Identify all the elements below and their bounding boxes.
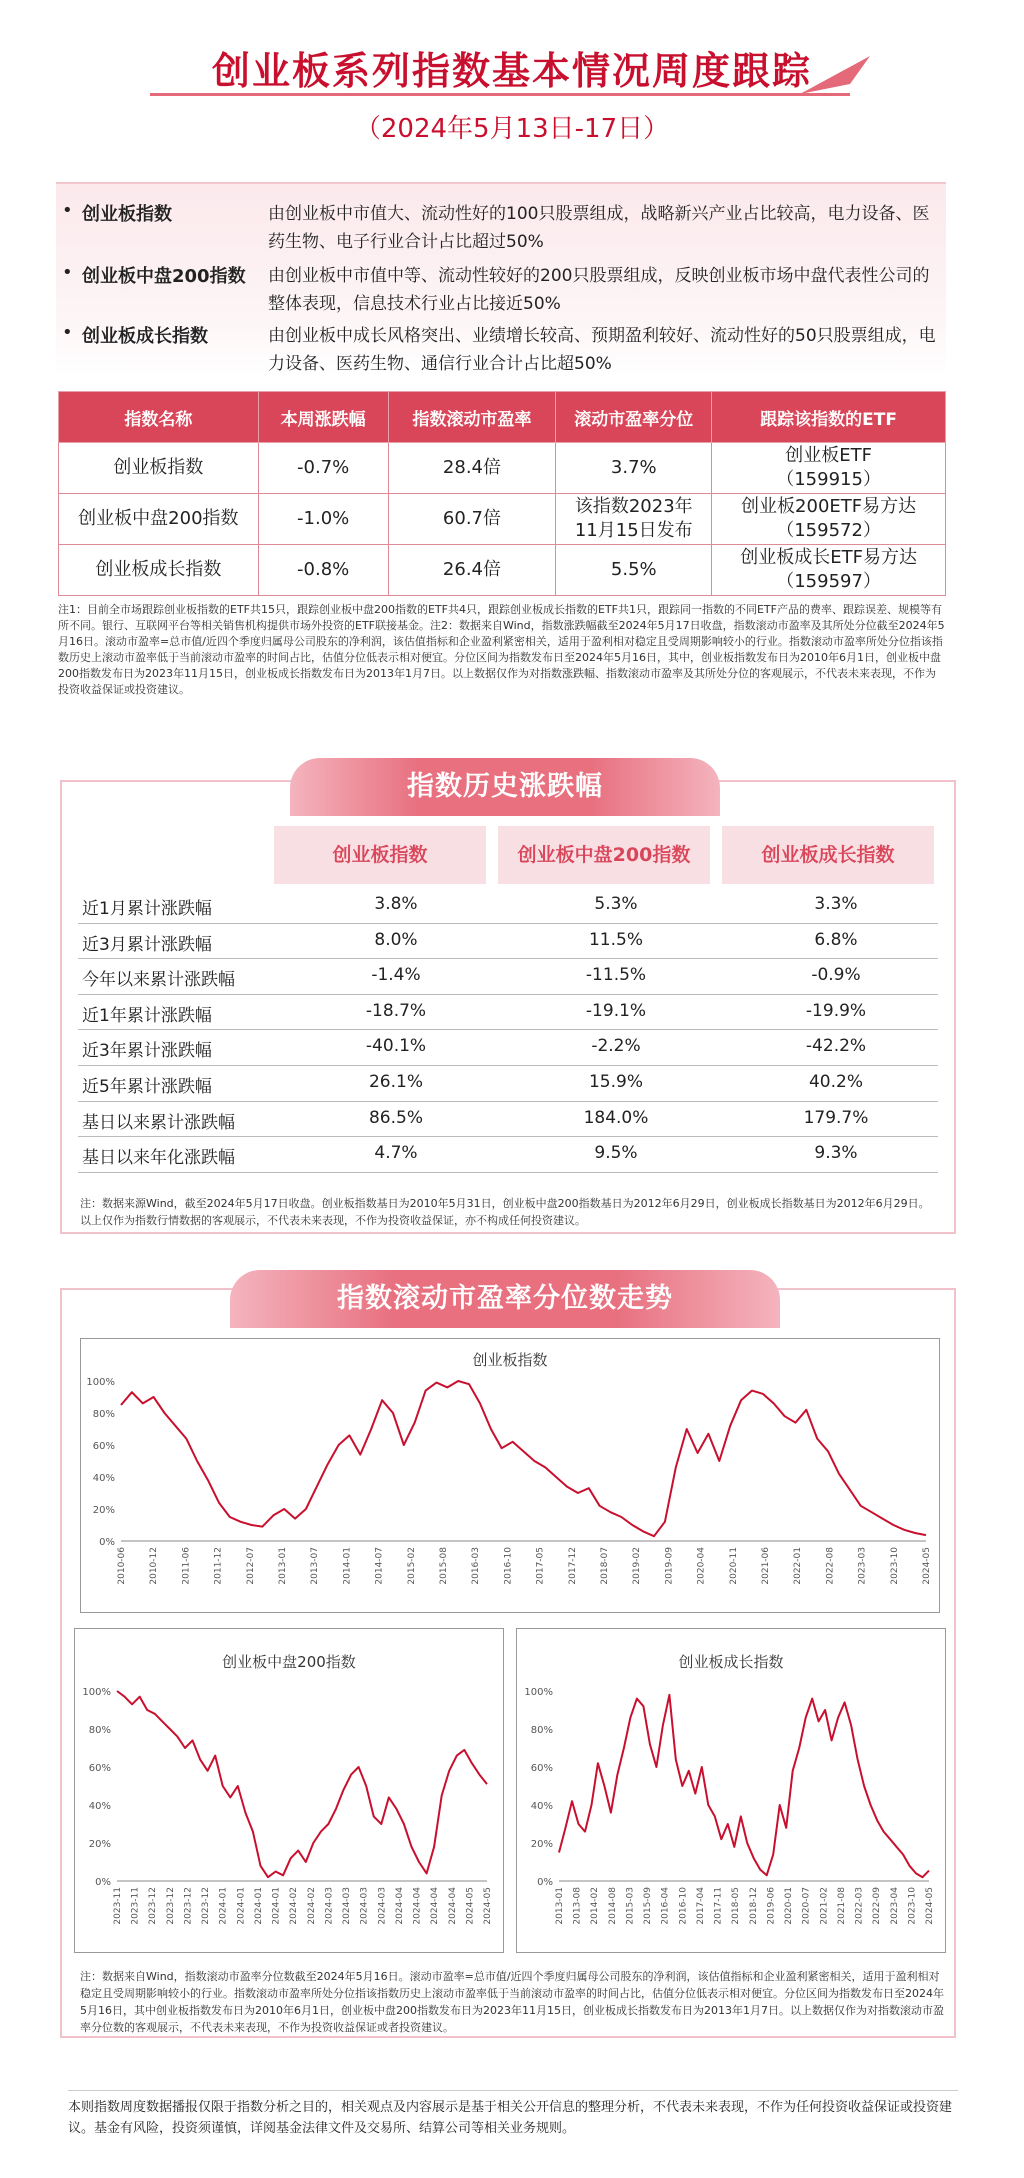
x-tick-label: 2014-01 [342,1547,353,1585]
x-tick-label: 2020-11 [728,1547,739,1585]
history-row [78,995,938,1031]
history-row [78,1066,938,1102]
tracking-etf [712,443,946,494]
row-label: 近1年累计涨跌幅 [82,1005,212,1026]
x-tick-label: 2021-02 [819,1887,830,1925]
value-cyb: 4.7% [374,1143,418,1164]
index-name: 创业板指数 [59,443,259,494]
y-tick-label: 60% [530,1763,553,1774]
weekly-change: -0.7% [258,443,388,494]
y-tick-label: 80% [88,1725,111,1736]
x-tick-label: 2022-01 [793,1547,804,1585]
x-tick-label: 2024-02 [289,1887,300,1925]
chart-cyb-pe-percentile [80,1338,940,1613]
x-tick-label: 2014-07 [374,1547,385,1585]
x-tick-label: 2019-02 [632,1547,643,1585]
x-tick-label: 2023-12 [183,1887,194,1925]
x-tick-label: 2024-05 [465,1887,476,1925]
x-tick-label: 2016-03 [471,1547,482,1585]
row-label: 今年以来累计涨跌幅 [82,970,235,991]
x-tick-label: 2023-10 [907,1887,918,1925]
x-tick-label: 2014-08 [607,1887,618,1925]
value-cyb: -40.1% [365,1036,427,1057]
table-row [59,545,946,596]
row-label: 近3月累计涨跌幅 [82,934,212,955]
history-row [78,924,938,960]
y-tick-label: 80% [92,1409,115,1420]
chart-mid200-pe-percentile [74,1628,504,1953]
x-tick-label: 2016-10 [503,1547,514,1585]
x-tick-label: 2019-06 [766,1887,777,1925]
index-introduction [56,182,946,375]
x-tick-label: 2015-02 [406,1547,417,1585]
chart-title: 创业板指数 [472,1351,548,1369]
chart-title: 创业板成长指数 [678,1653,784,1671]
x-tick-label: 2020-04 [696,1547,707,1585]
y-tick-label: 0% [537,1877,553,1888]
rolling-pe: 28.4倍 [388,443,556,494]
x-tick-label: 2024-05 [483,1887,493,1925]
x-tick-label: 2021-08 [836,1887,847,1925]
history-notes: 注：数据来源Wind，截至2024年5月17日收盘。创业板指数基日为2010年5月31日，创业板中盘200指数基日为2012年6月29日，创业板成长指数基日为2012年6月29日。以上仅作为指数行情数据的客观展示，不代表未来表现，不作为投资收益保证，亦不构成任何投资建议。 [80,1197,930,1227]
value-mid200: -11.5% [585,965,647,986]
y-tick-label: 40% [88,1801,111,1812]
y-tick-label: 40% [92,1473,115,1484]
index-name: 创业板成长指数 [59,545,259,596]
x-tick-label: 2024-02 [306,1887,317,1925]
value-cyb: 3.8% [374,894,418,914]
x-tick-label: 2019-09 [664,1547,675,1585]
x-tick-label: 2010-12 [149,1547,160,1585]
column-header: 创业板中盘200指数 [498,826,710,884]
x-tick-label: 2024-05 [922,1547,932,1585]
x-tick-label: 2011-12 [213,1547,224,1585]
x-tick-label: 2024-01 [236,1887,247,1925]
rolling-pe: 26.4倍 [388,545,556,596]
intro-desc: 由创业板中市值中等、流动性较好的200只股票组成，反映创业板市场中盘代表性公司的整体表现，信息技术行业占比接近50% [268,266,930,314]
title-accent-arrow [800,56,870,96]
page-title: 创业板系列指数基本情况周度跟踪 [211,49,812,93]
summary-header-row [59,392,946,443]
value-mid200: 11.5% [588,929,643,950]
value-growth: -42.2% [805,1036,867,1057]
value-cyb: -1.4% [371,965,421,986]
x-tick-label: 2016-10 [678,1887,689,1925]
column-header: 指数滚动市盈率 [388,392,556,443]
y-tick-label: 60% [88,1763,111,1774]
column-header: 创业板成长指数 [722,826,934,884]
row-label: 近5年累计涨跌幅 [82,1077,212,1097]
tracking-etf [712,545,946,596]
intro-name: 创业板中盘200指数 [82,266,246,287]
intro-name: 创业板成长指数 [82,326,208,347]
weekly-change: -1.0% [258,494,388,545]
rolling-pe: 60.7倍 [388,494,556,545]
row-label: 基日以来累计涨跌幅 [82,1112,235,1133]
x-tick-label: 2015-09 [643,1887,654,1925]
etf-code: （159597） [776,571,881,592]
x-tick-label: 2024-01 [253,1887,264,1925]
x-tick-label: 2010-06 [117,1547,127,1585]
x-tick-label: 2024-01 [271,1887,282,1925]
x-tick-label: 2017-12 [567,1547,578,1585]
etf-name: 创业板ETF [785,445,872,466]
x-tick-label: 2018-12 [748,1887,759,1925]
x-tick-label: 2024-04 [447,1887,458,1925]
x-tick-label: 2023-11 [113,1887,123,1925]
etf-name: 创业板200ETF易方达 [741,496,917,517]
x-tick-label: 2020-07 [801,1887,812,1925]
x-tick-label: 2013-07 [310,1547,321,1585]
history-row [78,1102,938,1138]
title-underline [150,92,850,98]
x-tick-label: 2020-01 [784,1887,795,1925]
intro-desc: 由创业板中市值大、流动性好的100只股票组成，战略新兴产业占比较高，电力设备、医药生物、电子行业合计占比超过50% [268,204,930,252]
x-tick-label: 2013-08 [572,1887,583,1925]
value-cyb: -18.7% [365,1000,427,1021]
value-growth: -0.9% [811,965,861,986]
pe-notes: 注：数据来自Wind，指数滚动市盈率分位数截至2024年5月16日。滚动市盈率=总市值/近四个季度归属母公司股东的净利润，该估值指标和企业盈利紧密相关，适用于盈利相对稳定且受周期影响较小的行业。指数滚动市盈率所处分位指该指数历史上滚动市盈率低于当前滚动市盈率的时间占比，估值分位低表示相对便宜。分位区间为指数发布日至2024年5月16日，其中创业板指数发布日为2010年6月1日，创业板中盘200指数发布日为2023年11月15日，创业板成长指数发布日为2013年1月7日。以上数据仅作为对指数滚动市盈率分位数的客观展示，不代表未来表现，不作为投资收益保证或者投资建议。 [80,1970,944,2034]
x-tick-label: 2023-10 [889,1547,900,1585]
x-tick-label: 2017-05 [535,1547,546,1585]
column-header: 跟踪该指数的ETF [712,392,946,443]
x-tick-label: 2018-05 [731,1887,742,1925]
intro-name: 创业板指数 [82,204,172,225]
series-line [117,1691,487,1877]
value-mid200: -19.1% [585,1000,647,1021]
x-tick-label: 2017-11 [713,1887,724,1925]
x-tick-label: 2023-04 [889,1887,900,1925]
value-growth: 6.8% [814,929,858,950]
history-row [78,1137,938,1173]
x-tick-label: 2018-07 [600,1547,610,1585]
chart-title: 创业板中盘200指数 [222,1653,356,1671]
x-tick-label: 2017-04 [695,1887,706,1925]
x-tick-label: 2024-03 [359,1887,370,1925]
x-tick-label: 2012-07 [245,1547,256,1585]
x-tick-label: 2024-04 [394,1887,405,1925]
value-growth: 40.2% [808,1072,863,1092]
y-tick-label: 60% [92,1441,115,1452]
bullet: • [62,262,73,283]
etf-name: 创业板成长ETF易方达 [740,547,917,568]
x-tick-label: 2024-03 [324,1887,335,1925]
y-tick-label: 100% [524,1687,553,1698]
value-mid200: 5.3% [594,894,638,914]
summary-table [58,391,946,596]
x-tick-label: 2014-02 [590,1887,601,1925]
column-header: 本周涨跌幅 [258,392,388,443]
y-tick-label: 20% [530,1839,553,1850]
value-mid200: 184.0% [583,1107,649,1128]
value-growth: 3.3% [814,894,858,914]
value-cyb: 86.5% [368,1107,423,1128]
value-growth: 179.7% [803,1107,869,1128]
x-tick-label: 2015-08 [439,1547,449,1585]
x-tick-label: 2024-03 [377,1887,388,1925]
x-tick-label: 2024-04 [430,1887,441,1925]
value-cyb: 26.1% [368,1072,423,1092]
etf-code: （159915） [776,469,881,490]
value-growth: -19.9% [805,1000,867,1021]
pe-percentile: 该指数2023年11月15日发布 [556,494,712,545]
row-label: 近3年累计涨跌幅 [82,1041,212,1062]
value-mid200: 15.9% [588,1072,643,1092]
etf-code: （159572） [776,520,881,541]
table-row [59,494,946,545]
value-mid200: 9.5% [594,1143,638,1164]
value-cyb: 8.0% [374,929,418,950]
pe-banner: 指数滚动市盈率分位数走势 [230,1270,780,1328]
history-banner: 指数历史涨跌幅 [290,758,720,816]
history-row [78,888,938,924]
y-tick-label: 100% [86,1377,115,1388]
column-header: 创业板指数 [274,826,486,884]
summary-notes: 注1：目前全市场跟踪创业板指数的ETF共15只，跟踪创业板中盘200指数的ETF共4只，跟踪创业板成长指数的ETF共1只，跟踪同一指数的不同ETF产品的费率、跟踪误差、规模等有所不同。银行、互联网平台等相关销售机构提供市场外投资的ETF联接基金。注2：数据来自Wind，指数涨跌幅截至2024年5月17日收盘，指数滚动市盈率及其所处分位截至2024年5月16日。滚动市盈率=总市值/近四个季度归属母公司股东的净利润，该估值指标和企业盈利紧密相关，适用于盈利相对稳定且受周期影响较小的行业。指数滚动市盈率所处分位指该指数历史上滚动市盈率低于当前滚动市盈率的时间占比，估值分位低表示相对便宜。分位区间为指数发布日至2024年5月16日，其中，创业板指数发布日为2010年6月1日，创业板中盘200指数发布日为2023年11月15日，创业板成长指数发布日为2013年1月7日。以上数据仅作为对指数涨跌幅、指数滚动市盈率及其所处分位的客观展示，不代表未来表现，不作为投资收益保证或投资建议。 [58,603,945,696]
x-tick-label: 2022-03 [854,1887,865,1925]
y-tick-label: 40% [530,1801,553,1812]
column-header: 滚动市盈率分位 [556,392,712,443]
disclaimer: 本则指数周度数据播报仅限于指数分析之目的，相关观点及内容展示是基于相关公开信息的整理分析，不代表未来表现，不作为任何投资收益保证或投资建议。基金有风险，投资须谨慎，详阅基金法律文件及交易所、结算公司等相关业务规则。 [68,2090,958,2139]
series-line [559,1695,929,1877]
history-row [78,1030,938,1066]
chart-svg [517,1629,947,1954]
column-header: 指数名称 [59,392,259,443]
x-tick-label: 2023-12 [201,1887,212,1925]
table-row [59,443,946,494]
y-tick-label: 0% [99,1537,115,1548]
x-tick-label: 2024-01 [218,1887,229,1925]
bullet: • [62,322,73,343]
pe-percentile: 5.5% [556,545,712,596]
index-name: 创业板中盘200指数 [59,494,259,545]
x-tick-label: 2023-12 [148,1887,159,1925]
chart-svg [75,1629,505,1954]
intro-desc: 由创业板中成长风格突出、业绩增长较高、预期盈利较好、流动性好的50只股票组成，电力设备、医药生物、通信行业合计占比超50% [268,326,936,374]
x-tick-label: 2024-04 [412,1887,423,1925]
history-header [78,826,938,884]
y-tick-label: 0% [95,1877,111,1888]
series-line [121,1381,926,1536]
x-tick-label: 2022-08 [825,1547,836,1585]
weekly-change: -0.8% [258,545,388,596]
value-growth: 9.3% [814,1143,858,1164]
x-tick-label: 2023-03 [857,1547,868,1585]
page-subtitle: （2024年5月13日-17日） [354,114,670,144]
x-tick-label: 2015-03 [625,1887,636,1925]
x-tick-label: 2011-06 [181,1547,192,1585]
x-tick-label: 2013-01 [555,1887,565,1925]
x-tick-label: 2016-04 [660,1887,671,1925]
bullet: • [62,200,73,221]
value-mid200: -2.2% [591,1036,641,1057]
y-tick-label: 80% [530,1725,553,1736]
x-tick-label: 2013-01 [278,1547,288,1585]
x-tick-label: 2023-12 [165,1887,176,1925]
x-tick-label: 2021-06 [761,1547,771,1585]
y-tick-label: 100% [82,1687,111,1698]
history-row [78,959,938,995]
x-tick-label: 2023-11 [130,1887,141,1925]
row-label: 近1月累计涨跌幅 [82,899,212,919]
x-tick-label: 2022-09 [872,1887,883,1925]
pe-percentile: 3.7% [556,443,712,494]
chart-growth-pe-percentile [516,1628,946,1953]
chart-svg [81,1339,941,1614]
x-tick-label: 2024-05 [925,1887,935,1925]
x-tick-label: 2024-03 [342,1887,353,1925]
y-tick-label: 20% [92,1505,115,1516]
tracking-etf [712,494,946,545]
y-tick-label: 20% [88,1839,111,1850]
row-label: 基日以来年化涨跌幅 [82,1148,235,1169]
